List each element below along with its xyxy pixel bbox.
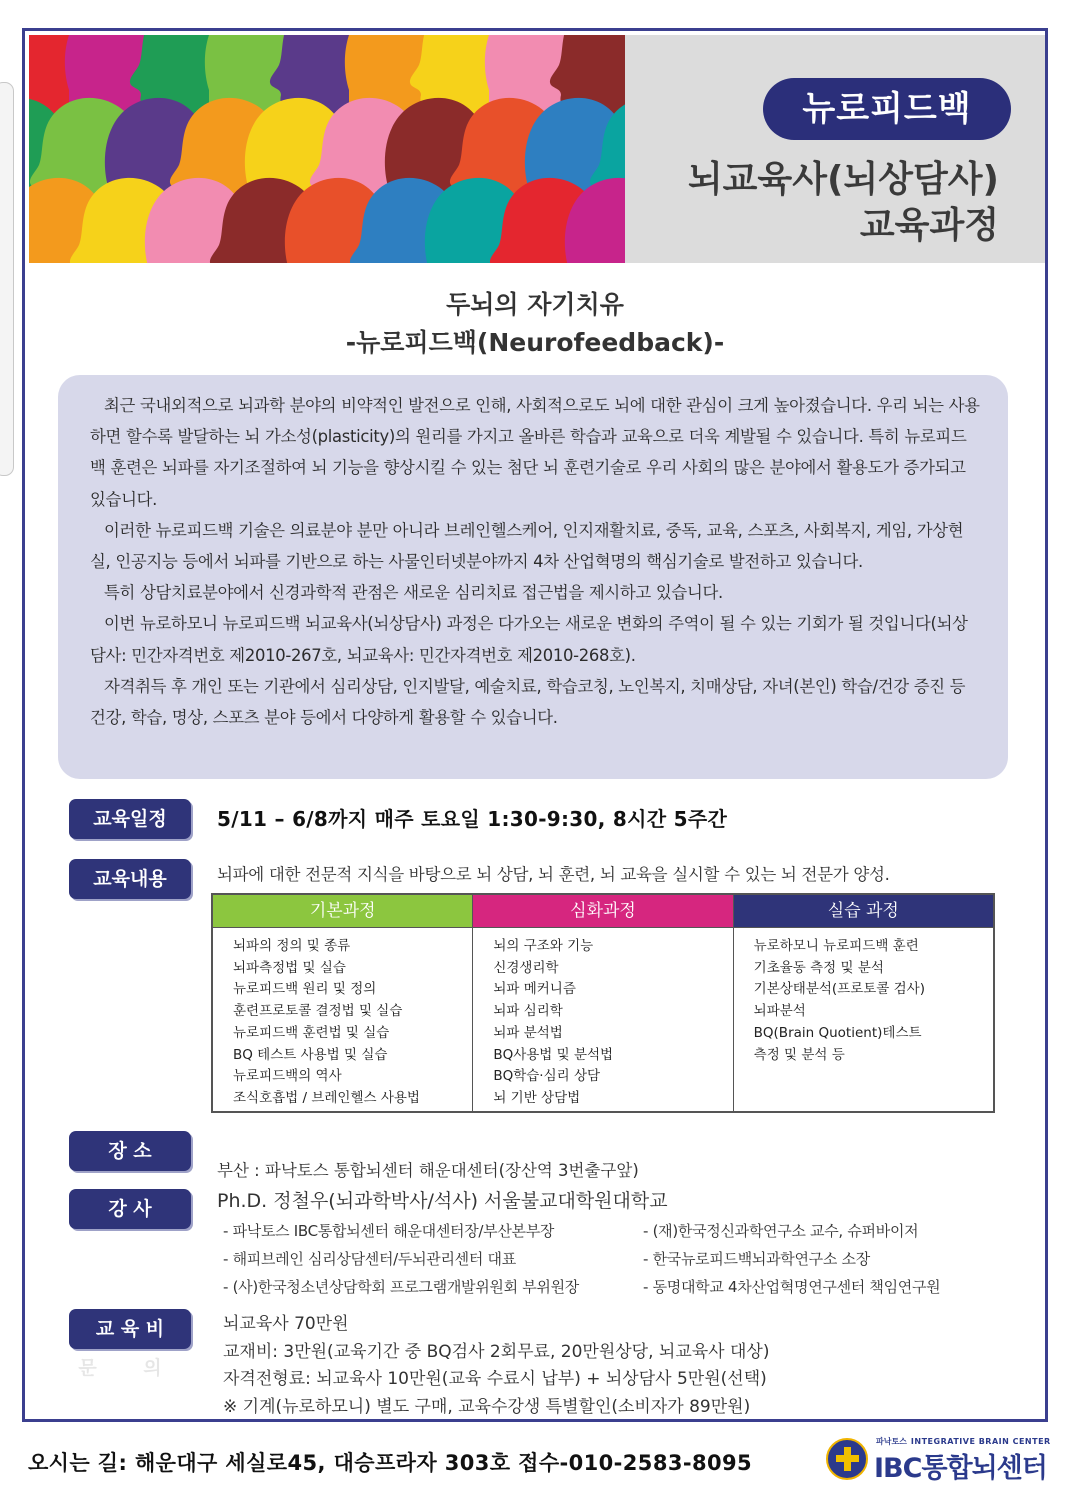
directions-text: 오시는 길: 해운대구 세실로45, 대승프라자 303호 접수-010-2583-8095 — [28, 1451, 753, 1475]
fee-label: 교 육 비 — [69, 1309, 191, 1349]
page-title — [619, 157, 999, 249]
course-item: 뇌파 분석법 — [493, 1024, 563, 1041]
duty-item: - 동명대학교 4차산업혁명연구센터 책임연구원 — [643, 1278, 941, 1296]
course-column-basic — [213, 895, 473, 1111]
fee-line: ※ 기계(뉴로하모니) 별도 구매, 교육수강생 특별할인(소비자가 89만원) — [223, 1396, 751, 1417]
scroll-tab[interactable] — [0, 82, 14, 476]
hero-heads-illustration — [29, 35, 625, 263]
course-column-practice — [734, 895, 993, 1111]
course-item: 뉴로피드백 원리 및 정의 — [233, 981, 377, 998]
course-item: 뉴로피드백의 역사 — [233, 1068, 342, 1085]
duty-item: - 해피브레인 심리상담센터/두뇌관리센터 대표 — [223, 1250, 516, 1268]
intro-paragraph: 이러한 뉴로피드백 기술은 의료분야 분만 아니라 브레인헬스케어, 인지재활치료, 중독, 교육, 스포츠, 사회복지, 게임, 가상현실, 인공지능 등에서 뇌파를 기반으로 하는 사물인터넷분야까지 4차 산업혁명의 핵심기술로 발전하고 있습니다. — [90, 520, 964, 572]
course-item: 뇌파 심리학 — [493, 1003, 563, 1020]
instructor-name: Ph.D. 정철우(뇌과학박사/석사) 서울불교대학원대학교 — [217, 1190, 668, 1212]
intro-paragraph: 자격취득 후 개인 또는 기관에서 심리상담, 인지발달, 예술치료, 학습코칭, 노인복지, 치매상담, 자녀(본인) 학습/건강 증진 등 건강, 학습, 명상, 스포츠 분야 등에서 다양하게 활용할 수 있습니다. — [90, 676, 966, 728]
course-item: BQ(Brain Quotient)테스트 — [753, 1024, 922, 1041]
course-item: 뉴로하모니 뉴로피드백 훈련 — [753, 938, 919, 954]
place-label: 장 소 — [69, 1131, 191, 1171]
schedule-label: 교육일정 — [69, 799, 191, 839]
intro-heading — [25, 286, 1045, 362]
duty-item: - (재)한국정신과학연구소 교수, 슈퍼바이저 — [643, 1222, 919, 1240]
course-list — [734, 928, 993, 1066]
course-column-advanced — [473, 895, 733, 1111]
course-item: BQ학습·심리 상담 — [493, 1068, 601, 1085]
duty-item: - 한국뉴로피드백뇌과학연구소 소장 — [643, 1250, 870, 1268]
schedule-text: 5/11 – 6/8까지 매주 토요일 1:30-9:30, 8시간 5주간 — [217, 807, 728, 831]
course-item: 조식호흡법 / 브레인헬스 사용법 — [233, 1089, 420, 1106]
course-item: 뉴로피드백 훈련법 및 실습 — [233, 1024, 390, 1041]
cross-emblem-icon — [826, 1438, 868, 1480]
course-item: 뇌의 구조와 기능 — [493, 938, 594, 954]
logo-wordmark: IBC통합뇌센터 — [874, 1453, 1047, 1484]
course-item: 훈련프로토콜 결정법 및 실습 — [233, 1003, 403, 1020]
course-item: 기초율동 측정 및 분석 — [753, 959, 884, 976]
intro-text-box — [58, 375, 1008, 779]
course-column-header: 실습 과정 — [734, 895, 993, 928]
page-title-line1: 뇌교육사(뇌상담사) — [687, 159, 999, 200]
place-text: 부산 : 파낙토스 통합뇌센터 해운대센터(장산역 3번출구앞) — [217, 1161, 639, 1180]
course-item: 기본상태분석(프로토콜 검사) — [753, 981, 925, 998]
content-description: 뇌파에 대한 전문적 지식을 바탕으로 뇌 상담, 뇌 훈련, 뇌 교육을 실시할 수 있는 뇌 전문가 양성. — [217, 865, 890, 884]
fee-line: 교재비: 3만원(교육기간 중 BQ검사 2회무료, 20만원상당, 뇌교육사 대상) — [223, 1341, 770, 1362]
logo-subtitle-kr: 파낙토스 — [876, 1437, 907, 1446]
hero-title-panel — [625, 35, 1045, 263]
course-item: 측정 및 분석 등 — [753, 1046, 845, 1063]
intro-paragraph: 특히 상담치료분야에서 신경과학적 관점은 새로운 심리치료 접근법을 제시하고 있습니다. — [104, 583, 723, 603]
intro-paragraph: 최근 국내외적으로 뇌과학 분야의 비약적인 발전으로 인해, 사회적으로도 뇌에 대한 관심이 크게 높아졌습니다. 우리 뇌는 사용하면 할수록 발달하는 뇌 가소성(plasticity)의 원리를 가지고 올바른 학습과 교육으로 더욱 계발될 수 있습니다. 특히 뉴로피드백 훈련은 뇌파를 자기조절하여 뇌 기능을 향상시킬 수 있는 첨단 뇌 훈련기술로 우리 사회의 많은 분야에서 활용도가 증가되고 있습니다. — [90, 396, 980, 509]
course-item: 뇌파분석 — [753, 1003, 806, 1020]
flyer-frame — [22, 28, 1048, 1422]
fee-line: 뇌교육사 70만원 — [223, 1314, 349, 1334]
course-item: 뇌파 메커니즘 — [493, 981, 576, 998]
course-item: BQ사용법 및 분석법 — [493, 1046, 614, 1063]
page-title-line2: 교육과정 — [859, 205, 999, 246]
duty-item: - (사)한국청소년상담학회 프로그램개발위원회 부위원장 — [223, 1278, 579, 1296]
course-list — [213, 928, 472, 1110]
intro-heading-line2: -뉴로피드백(Neurofeedback)- — [345, 328, 725, 357]
fee-details — [223, 1311, 769, 1421]
course-column-header: 기본과정 — [213, 895, 472, 928]
instructor-label: 강 사 — [69, 1189, 191, 1229]
duty-item: - 파낙토스 IBC통합뇌센터 해운대센터장/부산본부장 — [223, 1222, 555, 1240]
instructor-duties — [223, 1219, 1023, 1299]
intro-heading-line1: 두뇌의 자기치유 — [446, 290, 624, 319]
course-item: 뇌파의 정의 및 종류 — [233, 938, 351, 954]
course-table — [211, 893, 995, 1113]
inquiry-faded-label: 문 의 — [78, 1357, 182, 1379]
course-item: 신경생리학 — [493, 959, 559, 976]
content-label: 교육내용 — [69, 859, 191, 899]
course-item: 뇌 기반 상담법 — [493, 1089, 581, 1106]
logo-subtitle-en: INTEGRATIVE BRAIN CENTER — [910, 1437, 1051, 1446]
course-item: 뇌파측정법 및 실습 — [233, 959, 346, 976]
intro-paragraph: 이번 뉴로하모니 뉴로피드백 뇌교육사(뇌상담사) 과정은 다가오는 새로운 변화의 주역이 될 수 있는 기회가 될 것입니다(뇌상담사: 민간자격번호 제2010-267호, 뇌교육사: 민간자격번호 제2010-268호). — [90, 614, 968, 665]
course-column-header: 심화과정 — [473, 895, 732, 928]
fee-line: 자격전형료: 뇌교육사 10만원(교육 수료시 납부) + 뇌상담사 5만원(선택) — [223, 1369, 767, 1389]
course-list — [473, 928, 732, 1110]
program-badge: 뉴로피드백 — [763, 78, 1011, 140]
ibc-logo — [826, 1434, 1051, 1484]
course-item: BQ 테스트 사용법 및 실습 — [233, 1046, 388, 1063]
